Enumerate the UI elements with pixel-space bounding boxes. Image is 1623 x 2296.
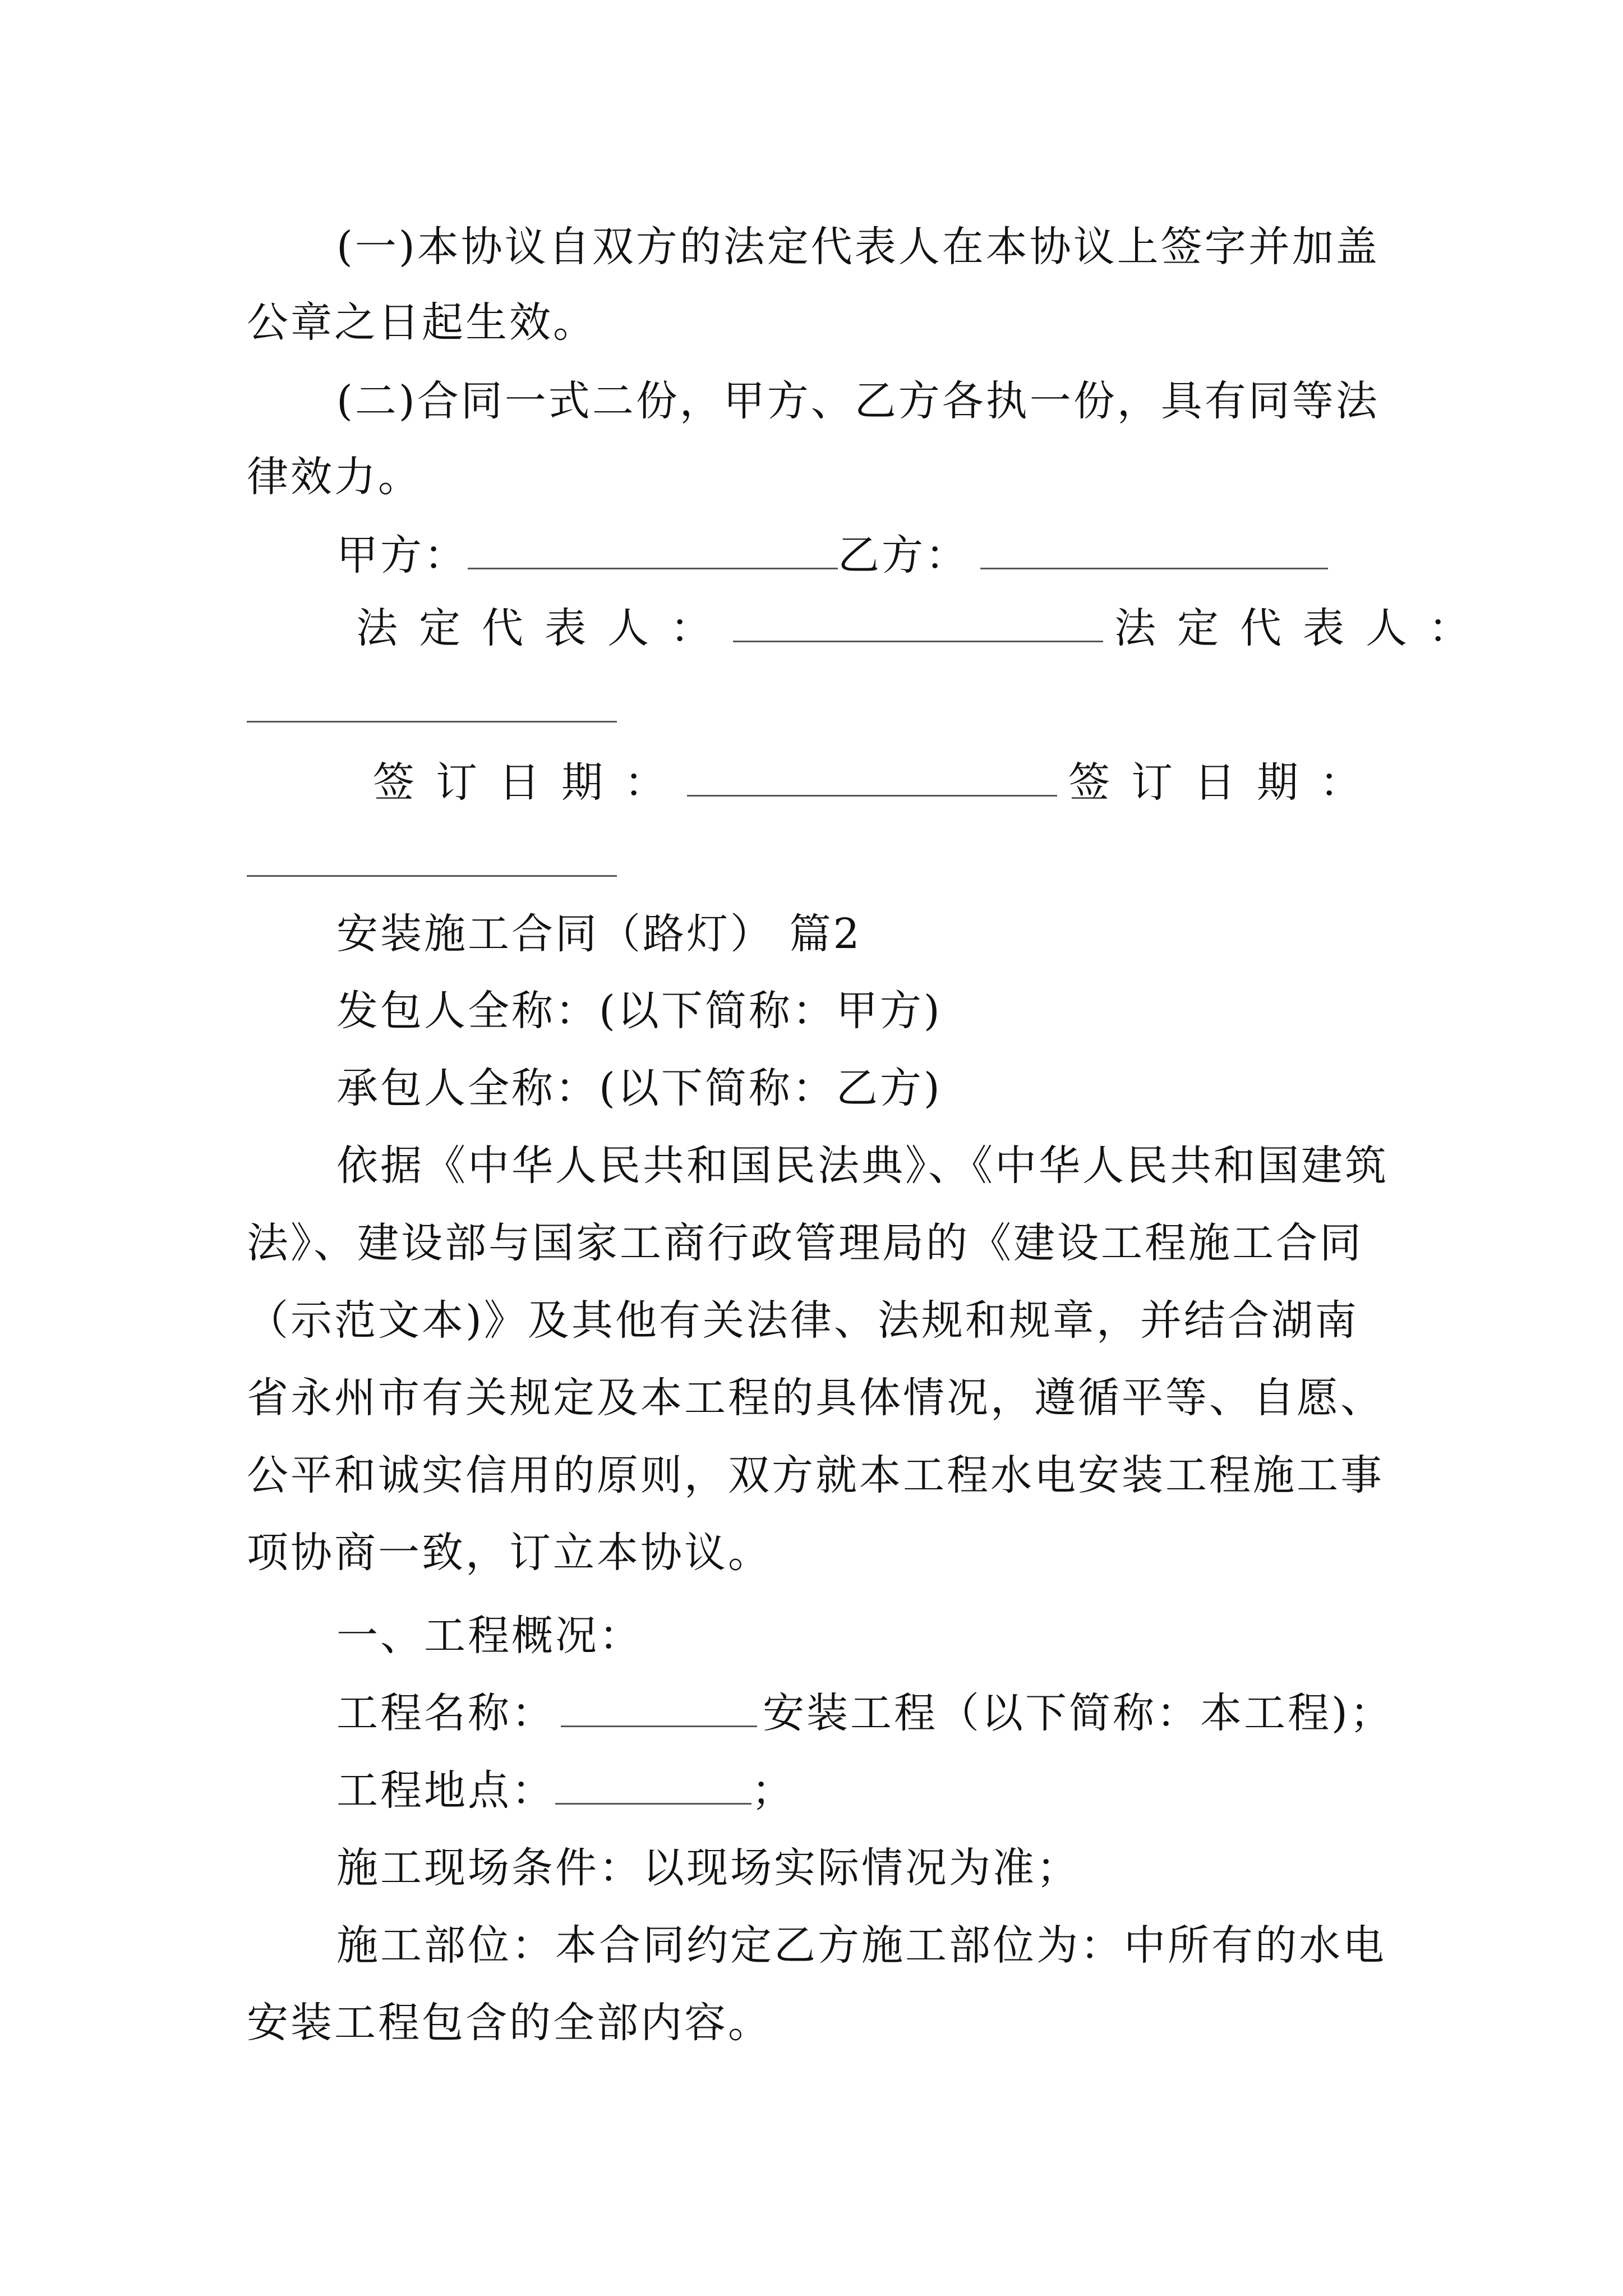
project-location-row bbox=[336, 1763, 1475, 1819]
date-b-label: 签订日期： bbox=[1068, 758, 1382, 807]
party-b-label: 乙方： bbox=[838, 531, 969, 579]
clause-1-line-1: (一)本协议自双方的法定代表人在本协议上签字并加盖 bbox=[336, 223, 1380, 271]
project-location-suffix: ； bbox=[751, 1766, 795, 1815]
scope-line-1: 施工部位：本合同约定乙方施工部位为：中所有的水电 bbox=[336, 1921, 1386, 1970]
clause-2-line-2: 律效力。 bbox=[247, 453, 422, 501]
project-name-blank bbox=[561, 1686, 757, 1727]
basis-line-3: （示范文本)》及其他有关法律、法规和规章，并结合湖南 bbox=[247, 1296, 1359, 1345]
basis-line-6: 项协商一致，订立本协议。 bbox=[247, 1529, 772, 1577]
clause-1-line-2: 公章之日起生效。 bbox=[247, 298, 597, 347]
contractor-line: 承包人全称：(以下简称：乙方) bbox=[336, 1064, 942, 1112]
rep-b-label: 法定代表人： bbox=[1114, 604, 1491, 652]
project-location-label: 工程地点： bbox=[336, 1766, 555, 1815]
date-b-blank bbox=[247, 875, 617, 877]
basis-line-2: 法》、建设部与国家工商行政管理局的《建设工程施工合同 bbox=[247, 1219, 1363, 1267]
project-name-row bbox=[336, 1685, 1475, 1741]
party-b-blank bbox=[980, 528, 1328, 569]
party-a-blank bbox=[468, 528, 838, 569]
clause-2-line-1: (二)合同一式二份，甲方、乙方各执一份，具有同等法 bbox=[336, 377, 1380, 425]
contract-2-title: 安装施工合同（路灯） 篇2 bbox=[336, 910, 862, 958]
signature-date-row bbox=[373, 754, 1511, 811]
project-location-blank bbox=[555, 1764, 751, 1805]
date-a-label: 签订日期： bbox=[373, 758, 687, 807]
signature-rep-row bbox=[356, 600, 1495, 656]
employer-line: 发包人全称：(以下简称：甲方) bbox=[336, 987, 942, 1035]
basis-line-5: 公平和诚实信用的原则，双方就本工程水电安装工程施工事 bbox=[247, 1451, 1384, 1499]
overview-heading: 一、工程概况： bbox=[336, 1612, 643, 1660]
scope-line-2: 安装工程包含的全部内容。 bbox=[247, 1999, 772, 2047]
party-a-label: 甲方： bbox=[336, 531, 468, 579]
project-name-label: 工程名称： bbox=[336, 1689, 555, 1737]
basis-line-1: 依据《中华人民共和国民法典》、《中华人民共和国建筑 bbox=[336, 1142, 1389, 1190]
basis-line-4: 省永州市有关规定及本工程的具体情况，遵循平等、自愿、 bbox=[247, 1374, 1384, 1422]
project-name-suffix: 安装工程（以下简称：本工程)； bbox=[763, 1689, 1394, 1737]
rep-a-label: 法定代表人： bbox=[356, 604, 733, 652]
date-a-blank bbox=[687, 756, 1057, 797]
signature-party-row bbox=[336, 527, 1475, 583]
site-conditions-line: 施工现场条件：以现场实际情况为准； bbox=[336, 1844, 1080, 1892]
rep-b-blank bbox=[247, 721, 617, 723]
rep-a-blank bbox=[733, 601, 1103, 642]
